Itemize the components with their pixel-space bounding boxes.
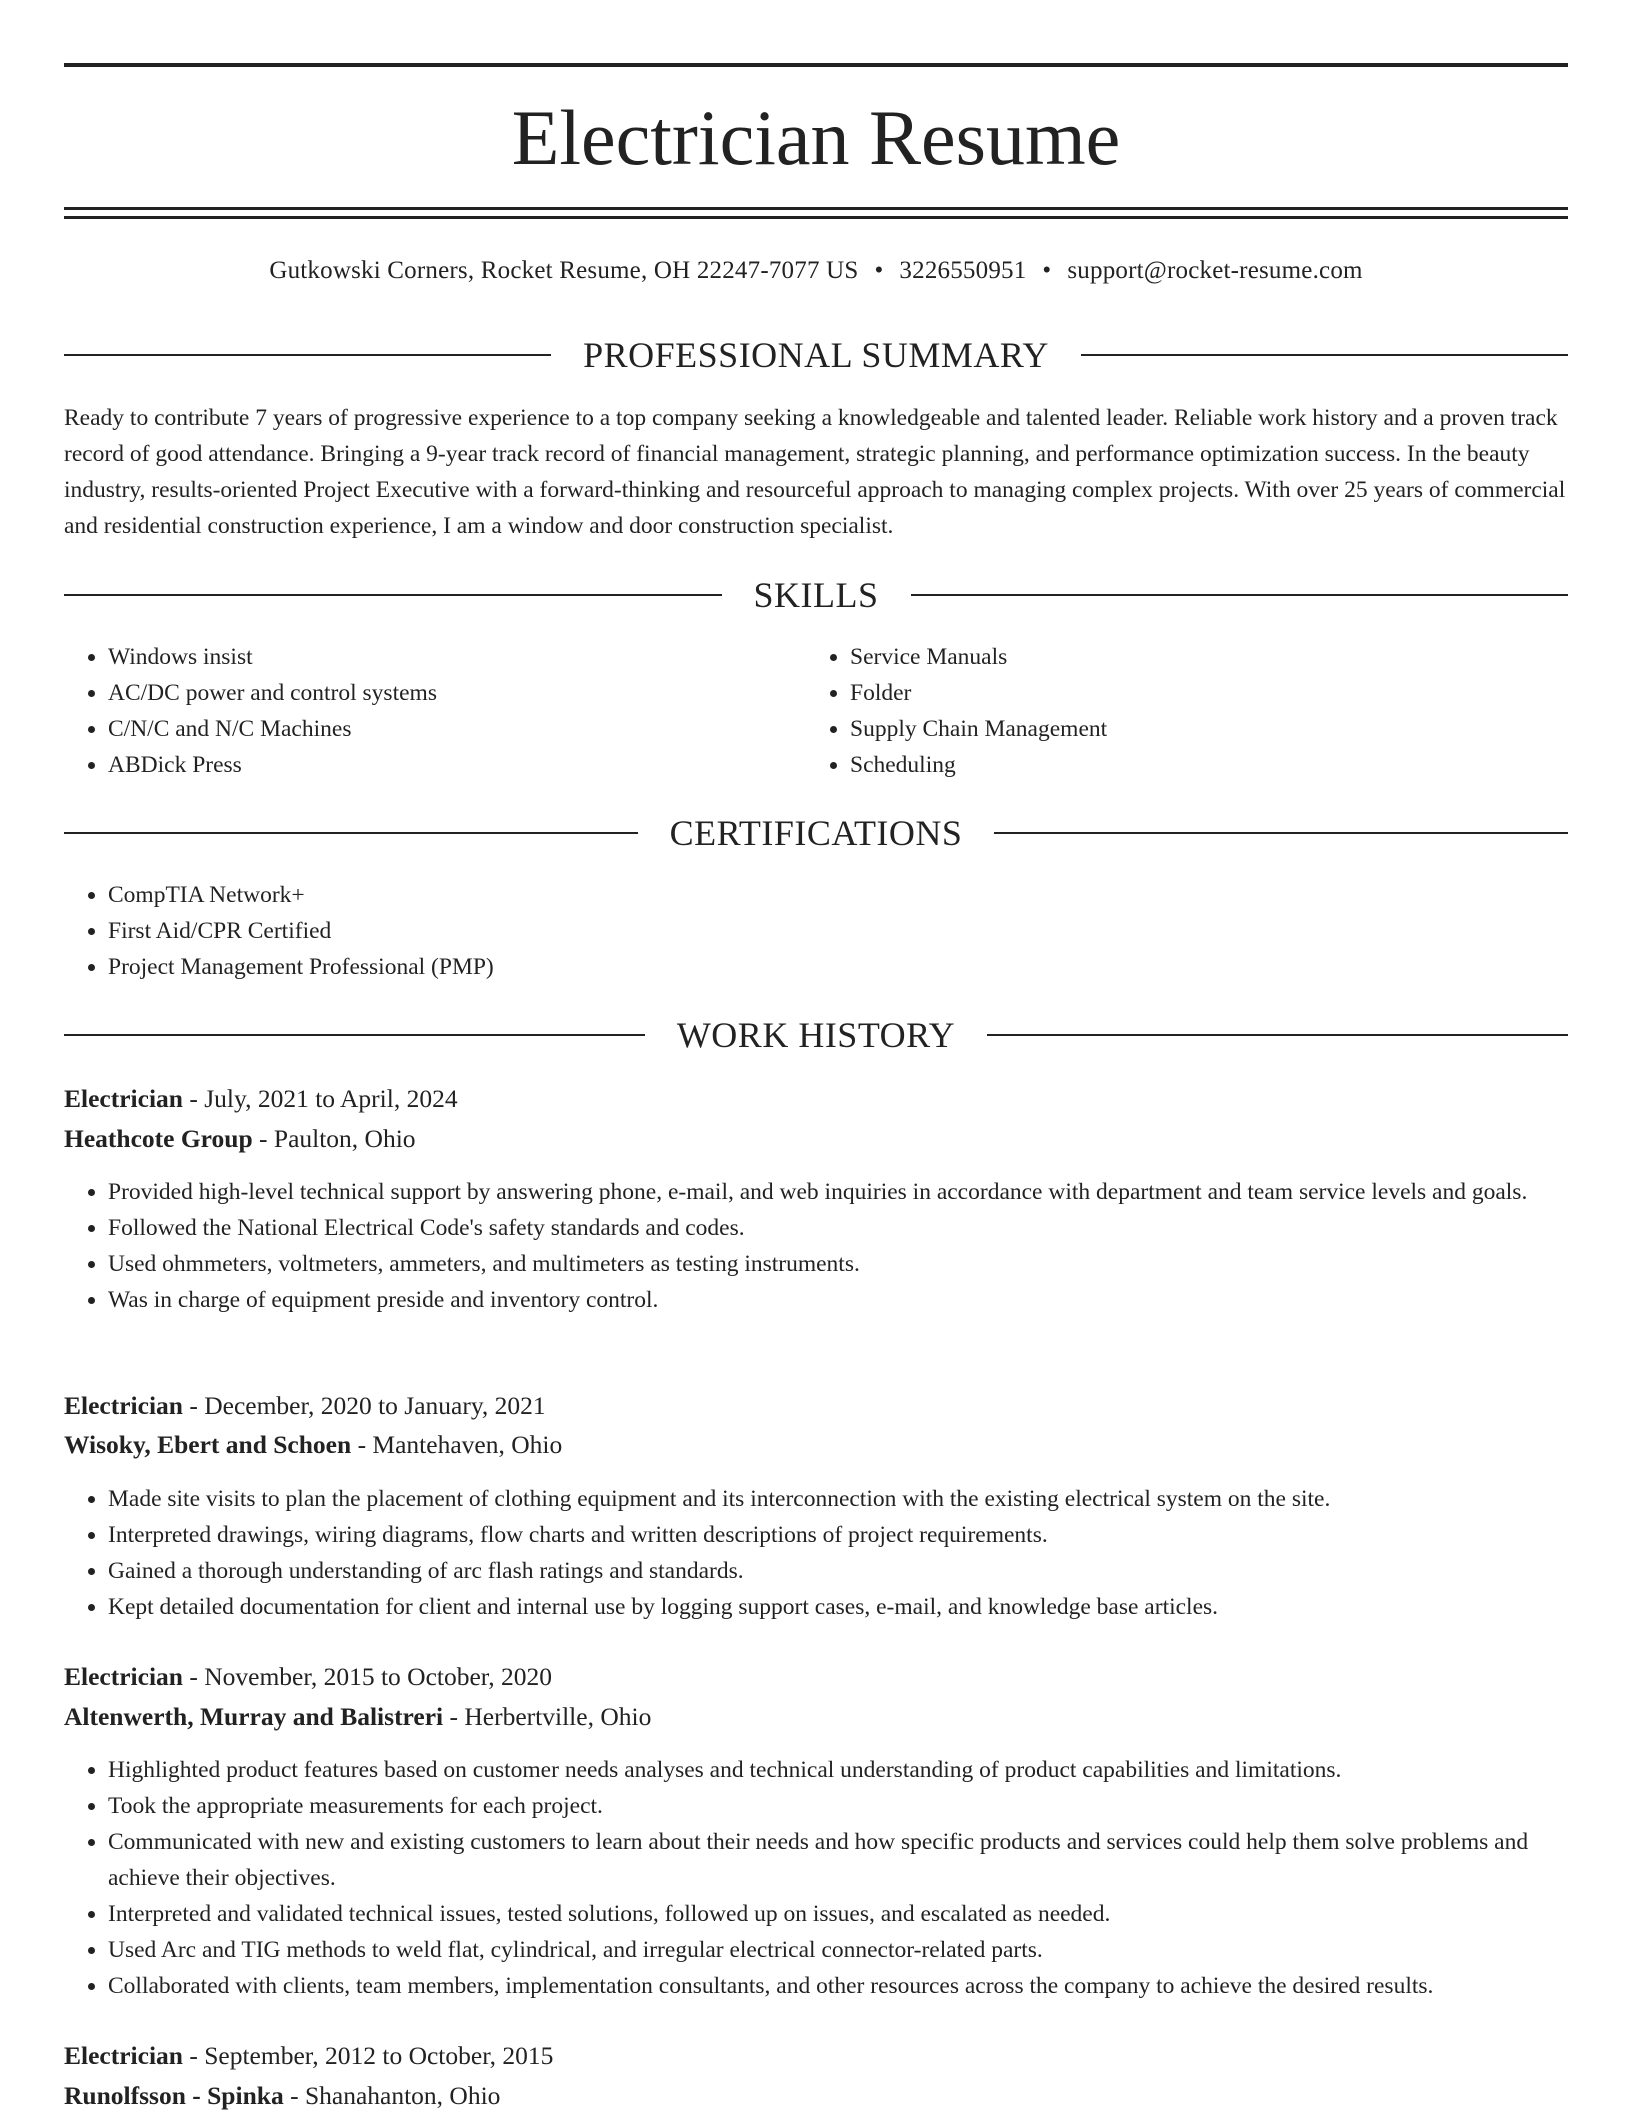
job-bullet: • Gained a thorough understanding of arc flash ratings and standards. xyxy=(108,1553,1568,1589)
heading-rule xyxy=(987,1034,1568,1036)
skill-item: • Folder xyxy=(850,675,1550,711)
job-company: Altenwerth, Murray and Balistreri xyxy=(64,1702,444,1731)
heading-rule xyxy=(64,594,722,596)
job-bullet: • Used ohmmeters, voltmeters, ammeters, and multimeters as testing instruments. xyxy=(108,1246,1568,1282)
heading-rule xyxy=(64,832,638,834)
heading-rule xyxy=(994,832,1568,834)
job-role: Electrician xyxy=(64,1391,183,1420)
job-location: - Herbertville, Ohio xyxy=(443,1702,652,1731)
contact-address: Gutkowski Corners, Rocket Resume, OH 22247-7077 US xyxy=(269,257,859,284)
job-dates: - December, 2020 to January, 2021 xyxy=(182,1391,546,1420)
contact-line xyxy=(64,254,1568,288)
job-bullets xyxy=(64,1481,1568,1625)
job-dates: - July, 2021 to April, 2024 xyxy=(182,1084,458,1113)
job-company-line xyxy=(64,1427,562,1463)
certification-item: • Project Management Professional (PMP) xyxy=(108,949,1508,985)
certification-item: • CompTIA Network+ xyxy=(108,877,1508,913)
skill-item: • AC/DC power and control systems xyxy=(108,675,808,711)
job-bullets xyxy=(64,1752,1568,2004)
job-bullet: • Provided high-level technical support by answering phone, e-mail, and web inquiries in accordance with department and team service levels and goals. xyxy=(108,1174,1568,1210)
section-heading-work-history xyxy=(64,1013,1568,1057)
heading-rule xyxy=(1081,354,1568,356)
section-title: WORK HISTORY xyxy=(676,1015,956,1055)
job-bullet: • Interpreted and validated technical issues, tested solutions, followed up on issues, and escalated as needed. xyxy=(108,1896,1568,1932)
job-role: Electrician xyxy=(64,1662,183,1691)
job-dates: - November, 2015 to October, 2020 xyxy=(182,1662,553,1691)
heading-rule xyxy=(911,594,1569,596)
certification-item: • First Aid/CPR Certified xyxy=(108,913,1508,949)
skills-list-right xyxy=(806,639,1550,783)
job-location: - Paulton, Ohio xyxy=(252,1124,416,1153)
contact-email: support@rocket-resume.com xyxy=(1067,257,1363,284)
job-bullet: • Was in charge of equipment preside and inventory control. xyxy=(108,1282,1568,1318)
heading-rule xyxy=(64,1034,645,1036)
job-role: Electrician xyxy=(64,1084,183,1113)
summary-text: Ready to contribute 7 years of progressive experience to a top company seeking a knowledgeable and talented leader. Reliable work history and a proven track record of good attendance. Bringing a 9-year track record of financial management, strategic planning, and performance optimization success. In the beauty industry, results-oriented Project Executive with a forward-thinking and resourceful approach to managing complex projects. With over 25 years of commercial and residential construction experience, I am a window and door construction specialist. xyxy=(64,405,1566,539)
contact-separator: • xyxy=(874,257,884,284)
section-heading-certifications xyxy=(64,811,1568,855)
job-title-line xyxy=(64,1081,458,1117)
job-bullet: • Kept detailed documentation for client and internal use by logging support cases, e-mail, and knowledge base articles. xyxy=(108,1589,1568,1625)
certifications-list xyxy=(64,877,1508,985)
resume-title: Electrician Resume xyxy=(511,94,1121,181)
job-company: Runolfsson - Spinka xyxy=(64,2081,284,2110)
section-title: CERTIFICATIONS xyxy=(669,813,963,853)
job-title-line xyxy=(64,2038,553,2074)
job-bullet: • Took the appropriate measurements for each project. xyxy=(108,1788,1568,1824)
job-bullet: • Highlighted product features based on customer needs analyses and technical understanding of product capabilities and limitations. xyxy=(108,1752,1568,1788)
job-bullet: • Collaborated with clients, team members, implementation consultants, and other resources across the company to achieve the desired results. xyxy=(108,1968,1568,2004)
top-rule xyxy=(64,63,1568,67)
skill-item: • Windows insist xyxy=(108,639,808,675)
job-bullet: • Made site visits to plan the placement of clothing equipment and its interconnection with the existing electrical system on the site. xyxy=(108,1481,1568,1517)
title-double-rule xyxy=(64,207,1568,219)
job-title-line xyxy=(64,1659,552,1695)
job-location: - Shanahanton, Ohio xyxy=(283,2081,501,2110)
skill-item: • Scheduling xyxy=(850,747,1550,783)
job-location: - Mantehaven, Ohio xyxy=(351,1430,563,1459)
section-heading-summary xyxy=(64,333,1568,377)
job-company-line xyxy=(64,1699,651,1735)
contact-phone: 3226550951 xyxy=(899,257,1027,284)
skill-item: • ABDick Press xyxy=(108,747,808,783)
heading-rule xyxy=(64,354,551,356)
job-bullet: • Communicated with new and existing customers to learn about their needs and how specific products and services could help them solve problems and achieve their objectives. xyxy=(108,1824,1568,1896)
section-heading-skills xyxy=(64,573,1568,617)
skill-item: • Supply Chain Management xyxy=(850,711,1550,747)
job-role: Electrician xyxy=(64,2041,183,2070)
contact-separator: • xyxy=(1042,257,1052,284)
job-title-line xyxy=(64,1388,546,1424)
job-bullet: • Used Arc and TIG methods to weld flat, cylindrical, and irregular electrical connector-related parts. xyxy=(108,1932,1568,1968)
job-company-line xyxy=(64,2078,500,2114)
job-bullet: • Followed the National Electrical Code's safety standards and codes. xyxy=(108,1210,1568,1246)
job-bullet: • Interpreted drawings, wiring diagrams, flow charts and written descriptions of project requirements. xyxy=(108,1517,1568,1553)
skills-list-left xyxy=(64,639,808,783)
job-company-line xyxy=(64,1121,416,1157)
section-title: SKILLS xyxy=(753,575,879,615)
job-dates: - September, 2012 to October, 2015 xyxy=(182,2041,554,2070)
skill-item: • C/N/C and N/C Machines xyxy=(108,711,808,747)
section-title: PROFESSIONAL SUMMARY xyxy=(583,335,1049,375)
job-company: Heathcote Group xyxy=(64,1124,253,1153)
skill-item: • Service Manuals xyxy=(850,639,1550,675)
job-bullets xyxy=(64,1174,1568,1318)
job-company: Wisoky, Ebert and Schoen xyxy=(64,1430,352,1459)
